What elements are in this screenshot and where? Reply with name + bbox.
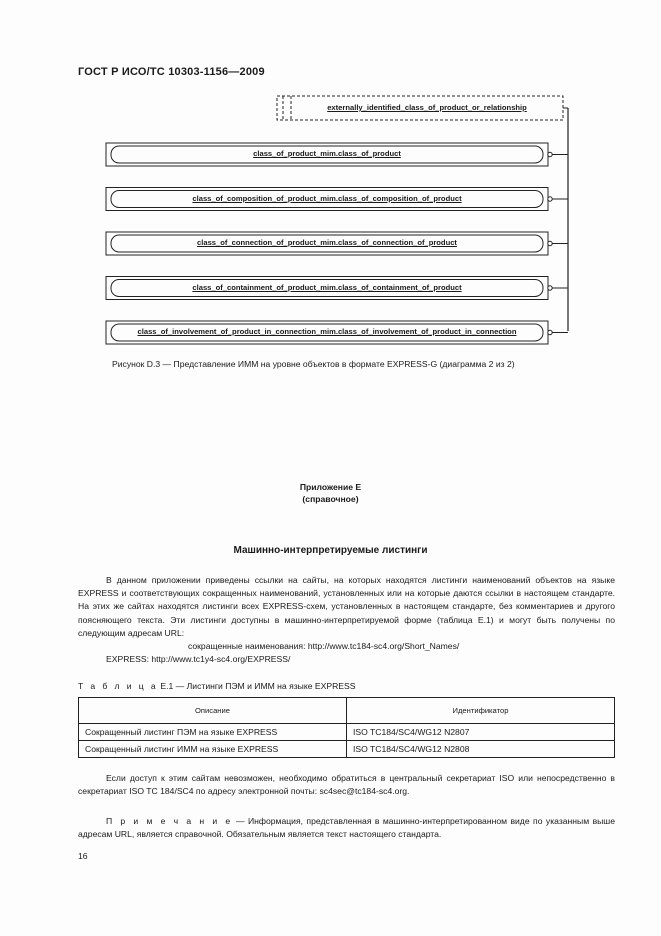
subtype-circle	[548, 330, 552, 334]
body-text	[78, 574, 615, 666]
page-number: 16	[78, 851, 88, 861]
table-row	[79, 724, 615, 741]
section-title: Машинно-интерпретируемые листинги	[233, 545, 428, 556]
appendix-title: Приложение E	[299, 482, 362, 492]
express-url: EXPRESS: http://www.tc1y4-sc4.org/EXPRESS/	[106, 654, 291, 665]
note-body: — Информация, представленная в машинно-интерпретированном виде по указанным выше адресам URL, является справочной. Обязательным является текст настоящего стандарта.	[78, 816, 615, 840]
table-caption	[78, 681, 355, 691]
document-header: ГОСТ Р ИСО/ТС 10303-1156—2009	[78, 66, 265, 78]
row-identifier: ISO TC184/SC4/WG12 N2807	[347, 724, 615, 741]
contact-paragraph	[78, 772, 615, 798]
entity-label: class_of_involvement_of_product_in_connection_mim.class_of_involvement_of_product_in_connection	[137, 327, 517, 336]
entity-label: class_of_containment_of_product_mim.class_of_containment_of_product	[192, 282, 462, 292]
diagram-lines	[0, 0, 661, 360]
note-text	[78, 815, 615, 841]
note-label: П р и м е ч а н и е	[106, 816, 233, 826]
express-g-diagram	[0, 0, 661, 360]
entity-label: class_of_composition_of_product_mim.class_of_composition_of_product	[192, 193, 462, 203]
table-caption-text: E.1 — Листинги ПЭМ и ИММ на языке EXPRESS	[158, 681, 356, 691]
short-names-url: сокращенные наименования: http://www.tc184-sc4.org/Short_Names/	[188, 641, 460, 652]
listings-table	[78, 697, 615, 758]
appendix-heading	[0, 481, 661, 505]
top-entity-label: externally_identified_class_of_product_or_relationship	[327, 103, 527, 112]
row-description: Сокращенный листинг ПЭМ на языке EXPRESS	[79, 724, 347, 741]
header-identifier: Идентификатор	[347, 698, 615, 724]
subtype-circle	[548, 241, 552, 245]
figure-caption: Рисунок D.3 — Представление ИММ на уровне объектов в формате EXPRESS-G (диаграмма 2 из 2)	[112, 359, 515, 369]
table-header-row	[79, 698, 615, 724]
entity-label: class_of_connection_of_product_mim.class_of_connection_of_product	[197, 238, 457, 247]
table-caption-prefix: Т а б л и ц а	[78, 681, 158, 691]
row-description: Сокращенный листинг ИММ на языке EXPRESS	[79, 741, 347, 758]
table-row	[79, 741, 615, 758]
row-identifier: ISO TC184/SC4/WG12 N2808	[347, 741, 615, 758]
subtype-circle	[548, 152, 552, 156]
appendix-subtitle: (справочное)	[302, 494, 359, 504]
note-paragraph	[78, 815, 615, 841]
subtype-circle	[548, 286, 552, 290]
subtype-circle	[548, 197, 552, 201]
paragraph-intro: В данном приложении приведены ссылки на сайты, на которых находятся листинги наименований объектов на языке EXPRESS и соответствующих сокращенных наименований, установленных или на которые даются ссылки в настоящем стандарте. На этих же сайтах находятся листинги всех EXPRESS-схем, установленных в настоящем стандарте, без комментариев и другого поясняющего текста. Эти листинги доступны в машинно-интерпретируемой форме (таблица E.1) и могут быть получены по следующим адресам URL:	[78, 575, 615, 638]
entity-label: class_of_product_mim.class_of_product	[253, 149, 401, 158]
header-description: Описание	[79, 698, 347, 724]
access-text: Если доступ к этим сайтам невозможен, необходимо обратиться в центральный секретариат ISO или непосредственно в секретариат ISO TC 184/SC4 по адресу электронной почты: sc4sec@tc184-sc4.org.	[78, 773, 615, 797]
